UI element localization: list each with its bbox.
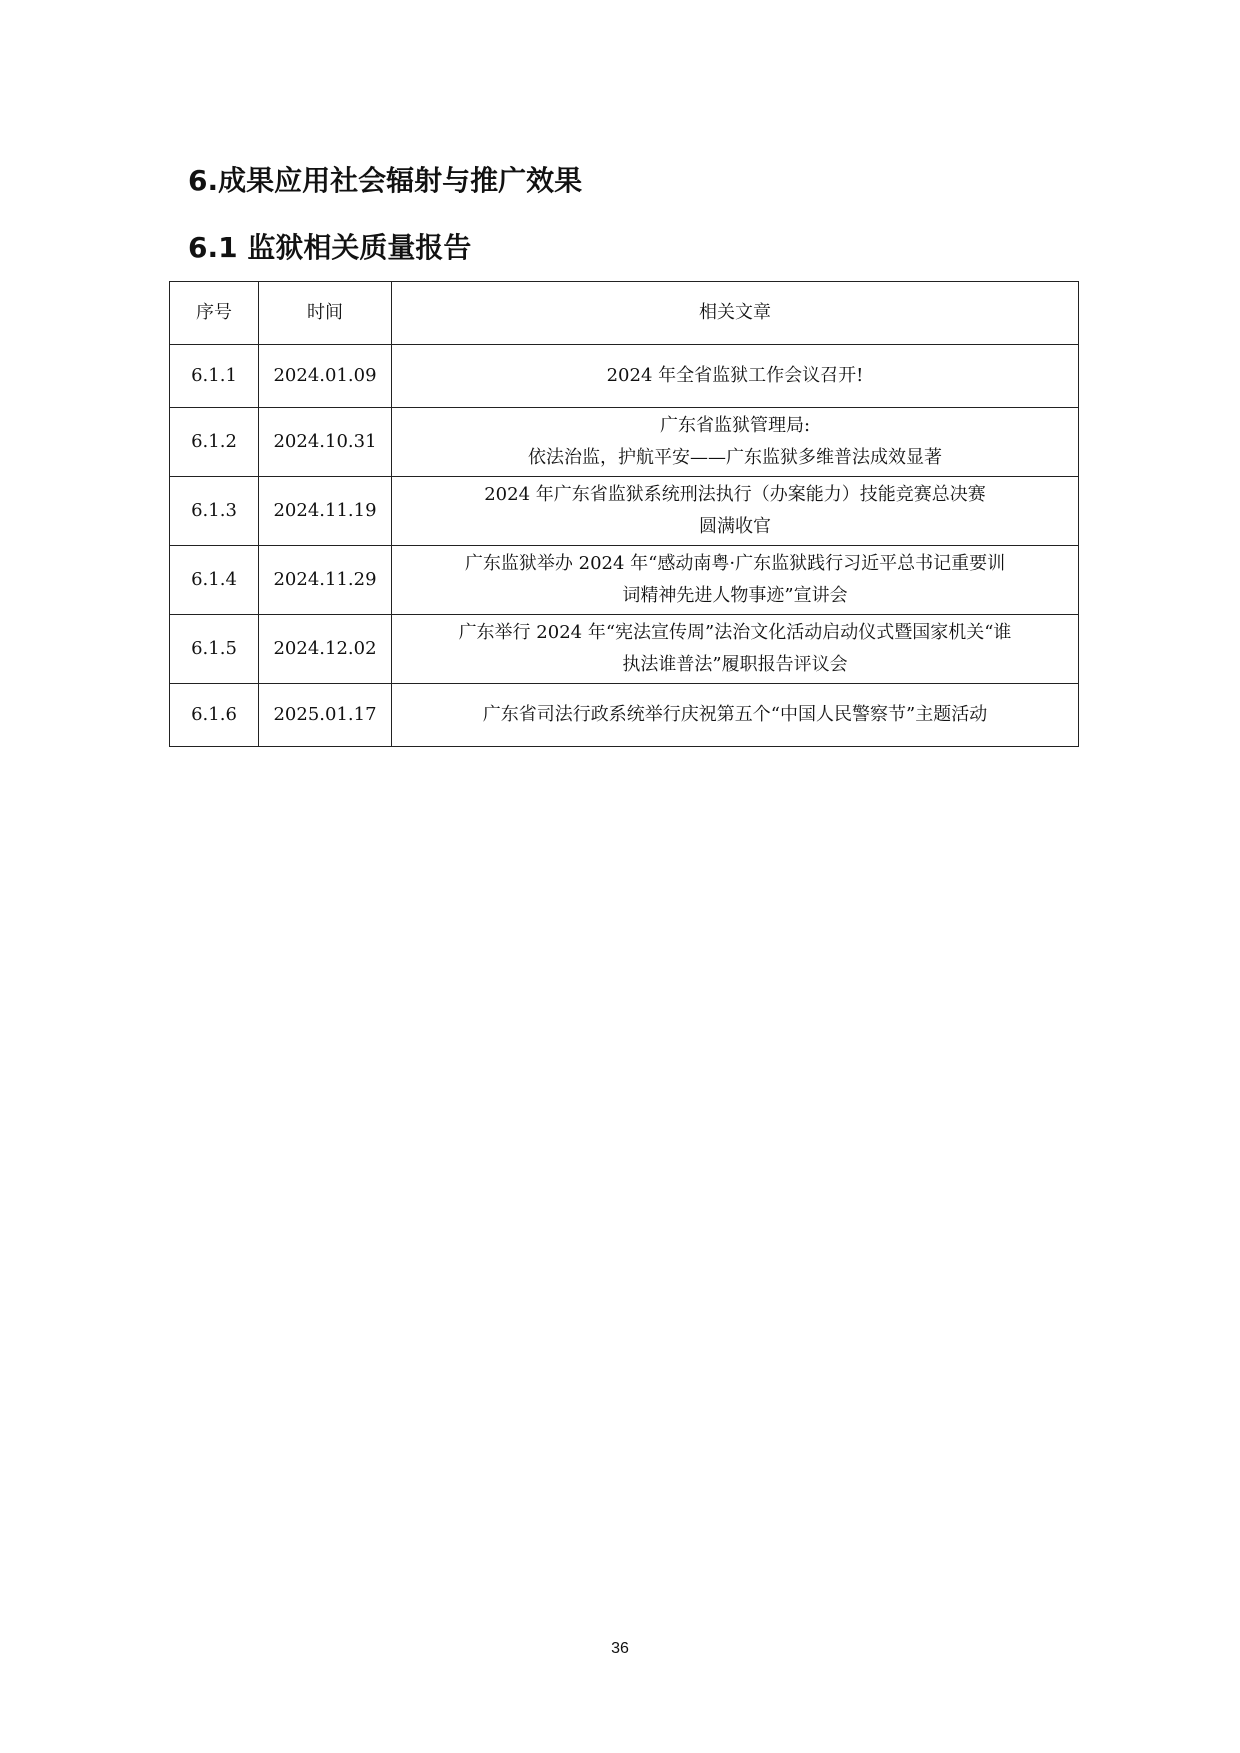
- row-serial-number: 6.1.3: [170, 477, 259, 546]
- row-date: 2024.10.31: [259, 408, 392, 477]
- header-related-article: 相关文章: [392, 282, 1079, 345]
- row-date: 2025.01.17: [259, 684, 392, 747]
- article-title-line: 广东监狱举办 2024 年“感动南粤·广东监狱践行习近平总书记重要训: [464, 553, 1006, 574]
- row-date: 2024.11.19: [259, 477, 392, 546]
- quality-report-table: [169, 281, 1079, 747]
- article-title-line: 词精神先进人物事迹”宣讲会: [622, 585, 848, 606]
- row-date: 2024.01.09: [259, 345, 392, 408]
- article-title-line: 广东举行 2024 年“宪法宣传周”法治文化活动启动仪式暨国家机关“谁: [458, 622, 1012, 643]
- row-article-title: [392, 345, 1079, 408]
- row-article-title: [392, 546, 1079, 615]
- row-serial-number: 6.1.2: [170, 408, 259, 477]
- row-article-title: [392, 684, 1079, 747]
- table-row: [170, 546, 1079, 615]
- article-title-line: 依法治监，护航平安——广东监狱多维普法成效显著: [528, 447, 942, 468]
- table-row: [170, 345, 1079, 408]
- article-title-line: 执法谁普法”履职报告评议会: [622, 654, 848, 675]
- row-serial-number: 6.1.4: [170, 546, 259, 615]
- row-date: 2024.11.29: [259, 546, 392, 615]
- header-serial-number: 序号: [170, 282, 259, 345]
- table-header-row: [170, 282, 1079, 345]
- article-title-line: 广东省司法行政系统举行庆祝第五个“中国人民警察节”主题活动: [482, 704, 988, 725]
- row-serial-number: 6.1.6: [170, 684, 259, 747]
- header-date: 时间: [259, 282, 392, 345]
- table-row: [170, 408, 1079, 477]
- row-serial-number: 6.1.5: [170, 615, 259, 684]
- row-serial-number: 6.1.1: [170, 345, 259, 408]
- table-row: [170, 684, 1079, 747]
- row-article-title: [392, 477, 1079, 546]
- article-title-line: 2024 年广东省监狱系统刑法执行（办案能力）技能竞赛总决赛: [484, 484, 986, 505]
- article-title-line: 圆满收官: [699, 516, 771, 537]
- row-date: 2024.12.02: [259, 615, 392, 684]
- article-title-line: 广东省监狱管理局:: [659, 415, 811, 436]
- subsection-heading: 6.1 监狱相关质量报告: [188, 231, 472, 264]
- row-article-title: [392, 615, 1079, 684]
- table-row: [170, 615, 1079, 684]
- row-article-title: [392, 408, 1079, 477]
- page-number: 36: [611, 1640, 629, 1657]
- table-row: [170, 477, 1079, 546]
- section-heading: 6.成果应用社会辐射与推广效果: [188, 164, 583, 197]
- article-title-line: 2024 年全省监狱工作会议召开!: [606, 365, 864, 386]
